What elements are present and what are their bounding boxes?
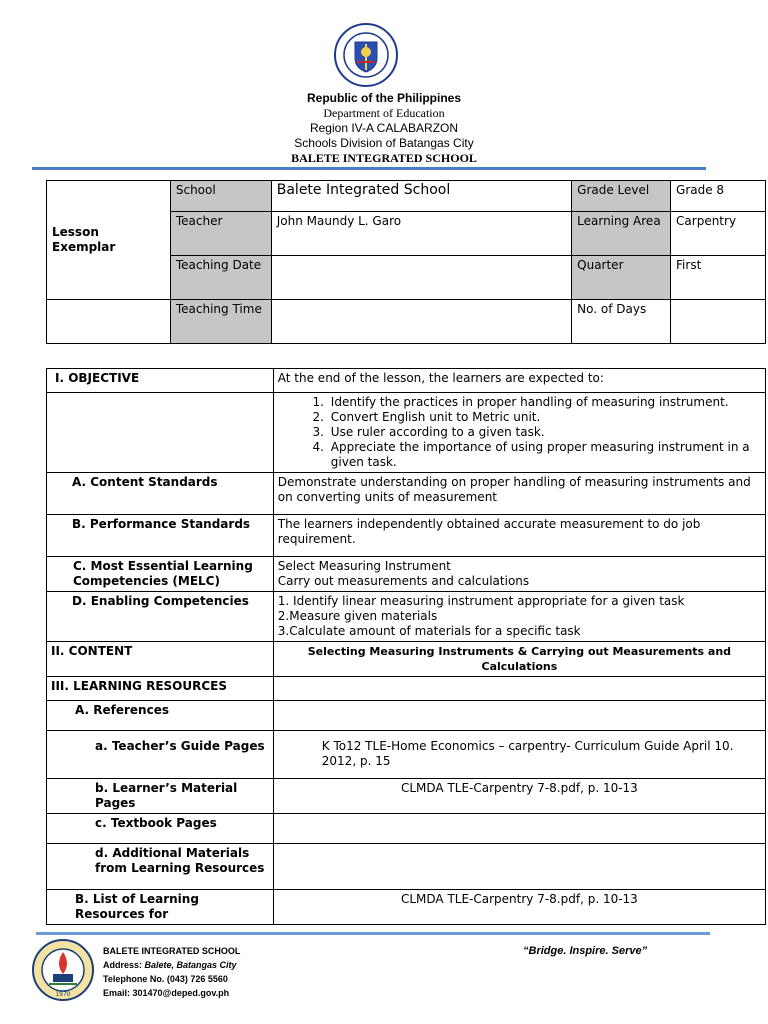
content-standards-label: A. Content Standards — [47, 473, 274, 515]
empty-cell — [47, 393, 274, 473]
no-of-days-value — [671, 300, 766, 344]
teacher-value: John Maundy L. Garo — [271, 212, 571, 256]
empty-cell — [273, 677, 765, 701]
melc-value — [273, 557, 765, 592]
teaching-date-label: Teaching Date — [170, 256, 271, 300]
footer-phone: Telephone No. (043) 726 5560 — [103, 974, 228, 984]
empty-cell — [47, 300, 171, 344]
deped-seal-icon — [333, 22, 399, 88]
list-of-resources-label: B. List of Learning Resources for — [47, 890, 274, 925]
objectives-list — [278, 395, 761, 470]
textbook-pages-label: c. Textbook Pages — [47, 814, 274, 844]
objective-label: I. OBJECTIVE — [47, 369, 274, 393]
footer-rule — [36, 932, 710, 935]
learners-material-value: CLMDA TLE-Carpentry 7-8.pdf, p. 10-13 — [273, 779, 765, 814]
objectives-cell — [273, 393, 765, 473]
objective-item: 2. Convert English unit to Metric unit. — [328, 410, 761, 425]
header-department: Department of Education — [323, 106, 445, 120]
school-label: School — [170, 181, 271, 212]
learning-resources-label: III. LEARNING RESOURCES — [47, 677, 274, 701]
school-value: Balete Integrated School — [271, 181, 571, 212]
melc-item: Select Measuring Instrument — [277, 559, 451, 573]
empty-cell — [273, 701, 765, 731]
grade-level-value: Grade 8 — [671, 181, 766, 212]
melc-item: Carry out measurements and calculations — [277, 574, 530, 588]
empty-cell — [273, 844, 765, 890]
footer-contact — [103, 944, 240, 1000]
list-of-resources-value: CLMDA TLE-Carpentry 7-8.pdf, p. 10-13 — [273, 890, 765, 925]
content-label: II. CONTENT — [47, 642, 274, 677]
additional-materials-label: d. Additional Materials from Learning Resources — [47, 844, 274, 890]
quarter-value: First — [671, 256, 766, 300]
performance-standards-label: B. Performance Standards — [47, 515, 274, 557]
quarter-label: Quarter — [572, 256, 671, 300]
footer-address: Address: Balete, Batangas City — [103, 960, 237, 970]
lesson-info-table — [46, 180, 766, 344]
objective-intro: At the end of the lesson, the learners are expected to: — [273, 369, 765, 393]
footer-email: Email: 301470@deped.gov.ph — [103, 988, 230, 998]
teachers-guide-value: K To12 TLE-Home Economics – carpentry- Curriculum Guide April 10. 2012, p. 15 — [273, 731, 765, 779]
melc-label: C. Most Essential Learning Competencies (MELC) — [47, 557, 274, 592]
footer-motto: “Bridge. Inspire. Serve” — [523, 945, 648, 957]
school-logo-icon — [31, 938, 95, 1002]
content-value: Selecting Measuring Instruments & Carrying out Measurements and Calculations — [273, 642, 765, 677]
objective-item: 4. Appreciate the importance of using proper measuring instrument in a given task. — [328, 440, 761, 470]
enabling-competencies-label: D. Enabling Competencies — [47, 592, 274, 642]
objective-item: 1. Identify the practices in proper handling of measuring instrument. — [328, 395, 761, 410]
header-school: BALETE INTEGRATED SCHOOL — [291, 151, 477, 165]
no-of-days-label: No. of Days — [572, 300, 671, 344]
enabling-item: 1. Identify linear measuring instrument appropriate for a given task — [277, 594, 685, 608]
learning-area-label: Learning Area — [572, 212, 671, 256]
learning-area-value: Carpentry — [671, 212, 766, 256]
school-logo-year: 1970 — [55, 991, 71, 998]
performance-standards-value: The learners independently obtained accurate measurement to do job requirement. — [273, 515, 765, 557]
teacher-label: Teacher — [170, 212, 271, 256]
enabling-competencies-value — [273, 592, 765, 642]
empty-cell — [273, 814, 765, 844]
lesson-plan-table — [46, 368, 766, 925]
teaching-time-value — [271, 300, 571, 344]
teachers-guide-label: a. Teacher’s Guide Pages — [47, 731, 274, 779]
header-rule — [32, 167, 706, 170]
header-republic: Republic of the Philippines — [306, 91, 461, 105]
footer-school-name: BALETE INTEGRATED SCHOOL — [103, 946, 241, 956]
teaching-date-value — [271, 256, 571, 300]
learners-material-label: b. Learner’s Material Pages — [47, 779, 274, 814]
header-region: Region IV-A CALABARZON — [309, 121, 459, 135]
header-division: Schools Division of Batangas City — [294, 136, 474, 150]
grade-level-label: Grade Level — [572, 181, 671, 212]
enabling-item: 3.Calculate amount of materials for a specific task — [277, 624, 581, 638]
references-label: A. References — [47, 701, 274, 731]
objective-item: 3. Use ruler according to a given task. — [328, 425, 761, 440]
content-standards-value: Demonstrate understanding on proper handling of measuring instruments and on converting units of measurement — [273, 473, 765, 515]
teaching-time-label: Teaching Time — [170, 300, 271, 344]
lesson-exemplar-label: Lesson Exemplar — [47, 181, 171, 300]
enabling-item: 2.Measure given materials — [277, 609, 438, 623]
